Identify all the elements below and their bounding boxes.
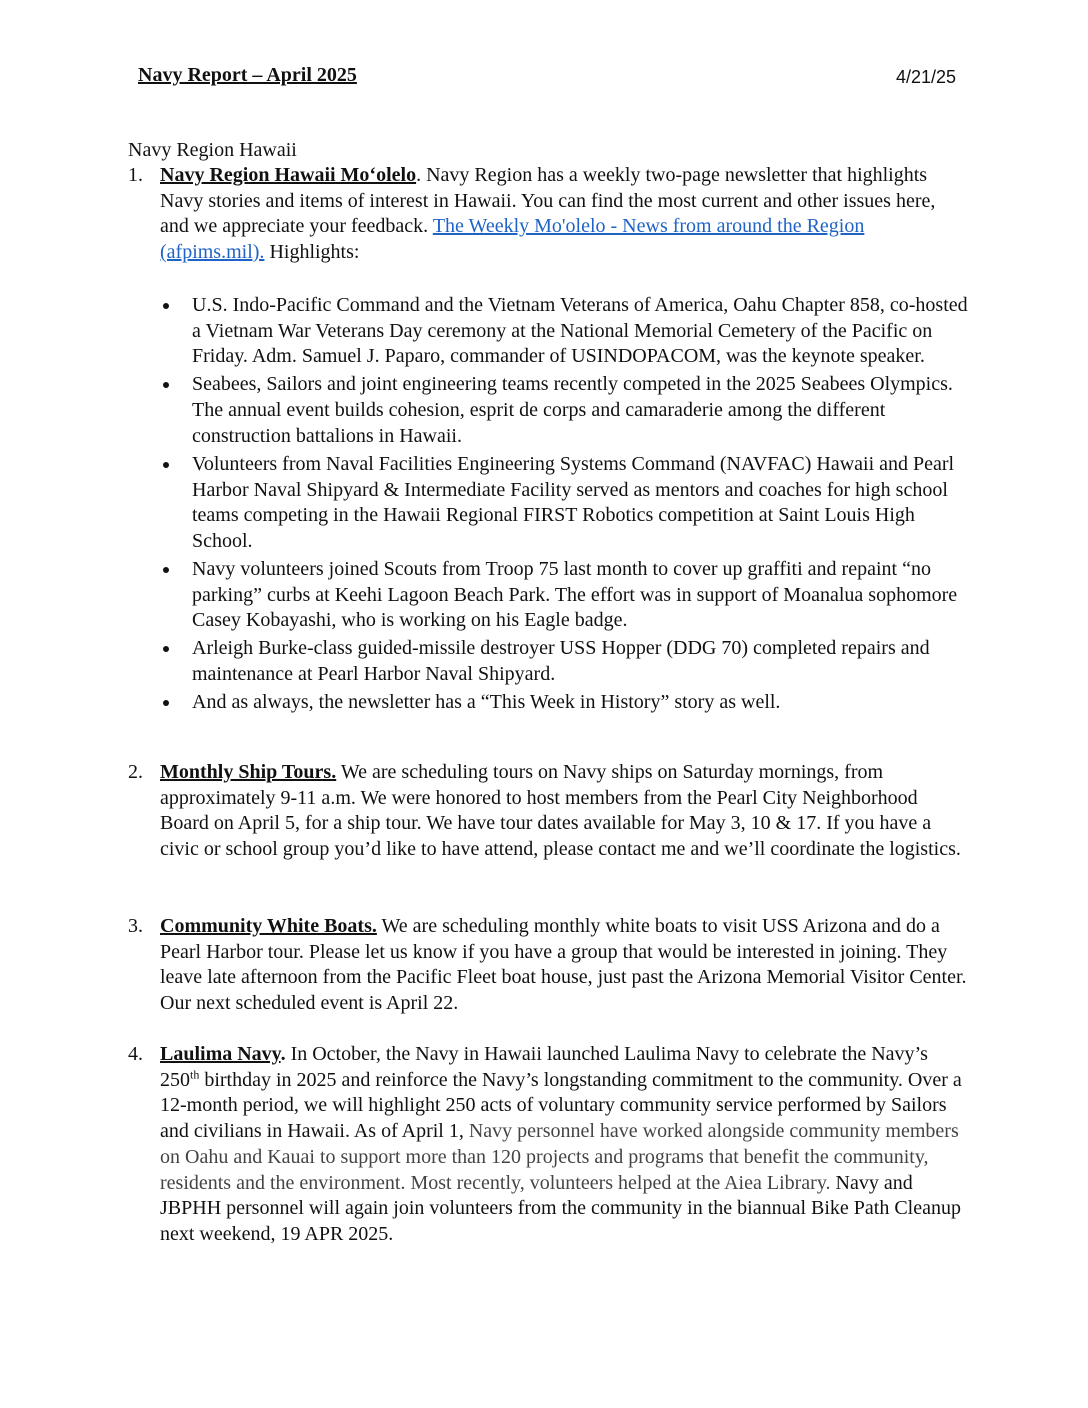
item-text: . Navy Region has a weekly two-page newsletter that highlights Navy stories and items of interest in Hawaii. You can find the most current and other issues here, and we appreciate your feedback.	[160, 164, 936, 238]
list-item-text: Navy volunteers joined Scouts from Troop 75 last month to cover up graffiti and repaint “no parking” curbs at Keehi Lagoon Beach Park. The effort was in support of Moanalua sophomore Casey Kobayashi, who is working on his Eagle badge.	[192, 557, 958, 632]
item-text-gray: Navy personnel have worked alongside community members on Oahu and Kauai to support more than 120 projects and programs that benefit the community, residents and the environment. Most recently, volunteers helped at the Aiea Library.	[160, 1120, 959, 1194]
list-item	[160, 372, 968, 449]
list-item	[160, 690, 968, 716]
item-text-cont: birthday in 2025 and reinforce the Navy’s longstanding commitment to the community. Over a 12-month period, we will highlight 250 acts of voluntary community service performed by Sailors and civilians in Hawaii. As of April 1,	[160, 1068, 962, 1143]
bullet-icon	[163, 462, 169, 468]
list-item	[160, 293, 968, 370]
item-heading: Monthly Ship Tours.	[160, 761, 337, 783]
list-item-text: And as always, the newsletter has a “This Week in History” story as well.	[192, 691, 781, 714]
item-white-boats	[128, 914, 968, 1017]
list-item-text: U.S. Indo-Pacific Command and the Vietnam Veterans of America, Oahu Chapter 858, co-hosted a Vietnam War Veterans Day ceremony at the National Memorial Cemetery of the Pacific on Friday. Adm. Samuel J. Paparo, commander of USINDOPACOM, was the keynote speaker.	[192, 294, 968, 368]
bullet-icon	[163, 303, 169, 309]
list-item-text: Seabees, Sailors and joint engineering teams recently competed in the 2025 Seabees Olympics. The annual event builds cohesion, esprit de corps and camaraderie among the different construction battalions in Hawaii.	[192, 373, 953, 447]
item-body	[160, 163, 968, 266]
region-heading: Navy Region Hawaii	[128, 139, 297, 161]
list-item	[160, 557, 968, 634]
item-number: 4.	[128, 1043, 143, 1065]
item-body	[160, 914, 968, 1017]
list-item	[160, 636, 968, 687]
item-text: In October, the Navy in Hawaii launched Laulima Navy to celebrate the Navy’s 250	[160, 1043, 928, 1091]
item-heading-dot: .	[280, 1043, 286, 1065]
list-item-text: Volunteers from Naval Facilities Engineering Systems Command (NAVFAC) Hawaii and Pearl Harbor Naval Shipyard & Intermediate Facility served as mentors and coaches for high school teams competing in the Hawaii Regional FIRST Robotics competition at Saint Louis High School.	[192, 452, 955, 552]
item-heading: Community White Boats.	[160, 915, 377, 937]
item-number: 3.	[128, 915, 143, 937]
item-newsletter	[128, 163, 968, 266]
item-body	[160, 1042, 968, 1248]
item-heading: Navy Region Hawaii Mo‘olelo	[160, 164, 417, 186]
newsletter-link[interactable]: The Weekly Mo'olelo - News from around the Region (afpims.mil).	[160, 215, 865, 264]
item-number: 2.	[128, 761, 143, 783]
item-body	[160, 760, 968, 863]
bullet-icon	[163, 382, 169, 388]
item-ship-tours	[128, 760, 968, 863]
list-item	[160, 452, 968, 555]
ordinal-suffix: th	[190, 1067, 200, 1082]
bullet-icon	[163, 700, 169, 706]
bullet-icon	[163, 567, 169, 573]
item-text: We are scheduling tours on Navy ships on Saturday mornings, from approximately 9-11 a.m. We were honored to host members from the Pearl City Neighborhood Board on April 5, for a ship tour. We have tour dates available for May 3, 10 & 17. If you have a civic or school group you’d like to have attend, please contact me and we’ll coordinate the logistics.	[160, 761, 961, 861]
list-item-text: Arleigh Burke-class guided-missile destroyer USS Hopper (DDG 70) completed repairs and maintenance at Pearl Harbor Naval Shipyard.	[192, 637, 930, 686]
item-number: 1.	[128, 164, 143, 186]
item-laulima-navy	[128, 1042, 968, 1248]
item-heading: Laulima Navy	[160, 1043, 281, 1065]
report-title: Navy Report – April 2025	[138, 64, 357, 86]
report-date: 4/21/25	[896, 67, 957, 87]
item-text-tail: Highlights:	[264, 241, 360, 264]
bullet-icon	[163, 646, 169, 652]
item-text-end: Navy and JBPHH personnel will again join volunteers from the community in the biannual Bike Path Cleanup next weekend, 19 APR 2025.	[160, 1171, 961, 1245]
highlights-list	[160, 293, 968, 718]
item-text: We are scheduling monthly white boats to visit USS Arizona and do a Pearl Harbor tour. Please let us know if you have a group that would be interested in joining. They leave late afternoon from the Pacific Fleet boat house, just past the Arizona Memorial Visitor Center. Our next scheduled event is April 22.	[160, 915, 967, 1015]
